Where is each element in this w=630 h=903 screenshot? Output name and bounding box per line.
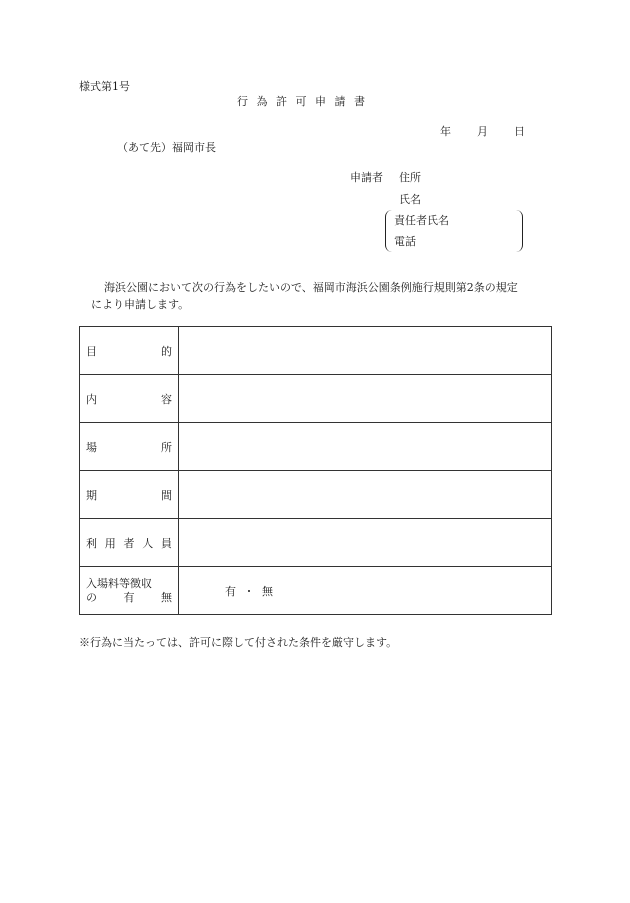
fee-label-line-2 — [86, 591, 172, 605]
user-count-field[interactable] — [179, 519, 552, 567]
table-row — [80, 567, 552, 615]
user-count-label — [80, 519, 179, 567]
label-char: 的 — [161, 344, 172, 358]
label-char: 無 — [161, 590, 172, 604]
label-char: 内 — [86, 392, 97, 406]
table-row — [80, 375, 552, 423]
addressee: （あて先）福岡市長 — [117, 141, 216, 154]
date-line — [440, 126, 525, 137]
label-char: 目 — [86, 344, 97, 358]
form-title: 行為許可申請書 — [237, 95, 374, 108]
application-table — [79, 326, 552, 615]
label-char: 員 — [161, 536, 172, 550]
label-char: 用 — [104, 536, 116, 550]
label-char: 容 — [161, 392, 172, 406]
location-label — [80, 423, 179, 471]
date-day: 日 — [514, 125, 525, 138]
name-label: 氏名 — [399, 193, 421, 206]
date-year: 年 — [440, 125, 451, 138]
address-label: 住所 — [399, 171, 421, 184]
statement-line-1: 海浜公園において次の行為をしたいので、福岡市海浜公園条例施行規則第2条の規定 — [104, 281, 518, 294]
label-char: 間 — [161, 488, 172, 502]
label-char: 場 — [86, 440, 97, 454]
content-label — [80, 375, 179, 423]
compliance-note: ※行為に当たっては、許可に際して付された条件を厳守します。 — [79, 636, 398, 649]
purpose-label — [80, 327, 179, 375]
applicant-label: 申請者 — [350, 171, 383, 184]
label-char: 人 — [142, 536, 154, 550]
period-label — [80, 471, 179, 519]
statement-line-2: により申請します。 — [91, 298, 190, 311]
label-char: 者 — [123, 536, 135, 550]
yes-no-choice[interactable]: 有 ・ 無 — [225, 584, 275, 598]
form-number: 様式第1号 — [79, 80, 130, 93]
table-row — [80, 423, 552, 471]
table-row — [80, 519, 552, 567]
admission-fee-field[interactable] — [179, 567, 552, 615]
phone-label: 電話 — [394, 235, 416, 248]
date-month: 月 — [477, 125, 488, 138]
label-char: 期 — [86, 488, 97, 502]
label-char: 有 — [123, 590, 135, 604]
application-statement — [91, 279, 561, 313]
period-field[interactable] — [179, 471, 552, 519]
admission-fee-label — [80, 567, 179, 615]
table-row — [80, 471, 552, 519]
label-char: 所 — [161, 440, 172, 454]
content-field[interactable] — [179, 375, 552, 423]
table-row — [80, 327, 552, 375]
label-char: 利 — [86, 536, 97, 550]
responsible-name-label: 責任者氏名 — [394, 214, 449, 227]
location-field[interactable] — [179, 423, 552, 471]
fee-label-line-1: 入場料等徴収 — [86, 576, 152, 590]
label-char: の — [86, 590, 97, 604]
purpose-field[interactable] — [179, 327, 552, 375]
